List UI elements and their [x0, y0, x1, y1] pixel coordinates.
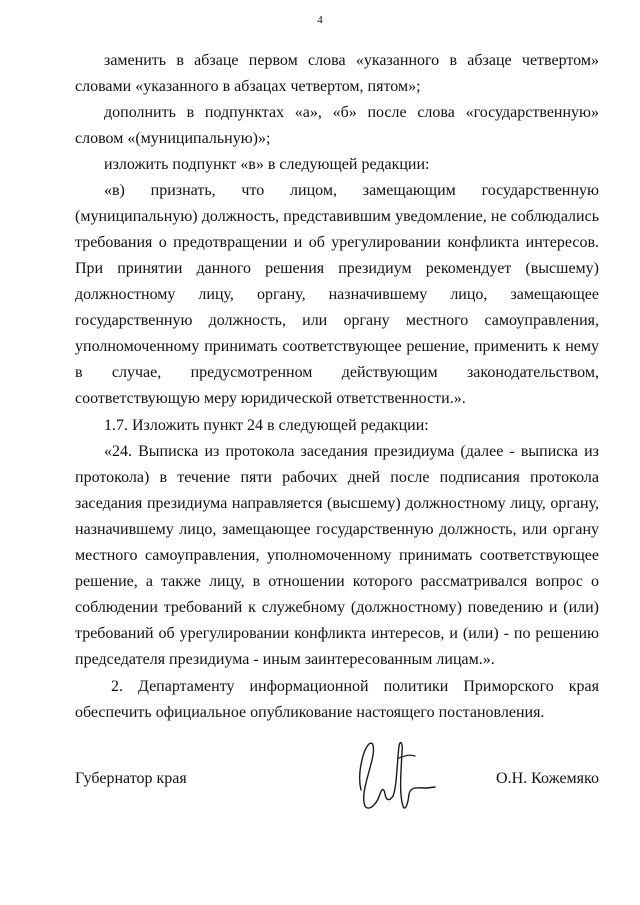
- paragraph-item-2: 2. Департаменту информационной политики Приморского края обеспечить официальное опубликование настоящего постановления.: [75, 678, 599, 721]
- governor-name: О.Н. Кожемяко: [496, 770, 599, 787]
- paragraph-subclause-intro: изложить подпункт «в» в следующей редакции:: [104, 156, 430, 173]
- governor-title: Губернатор края: [75, 770, 187, 787]
- paragraph-item-1-7: 1.7. Изложить пункт 24 в следующей редакции:: [104, 417, 429, 434]
- paragraph-amend-first: заменить в абзаце первом слова «указанного в абзаце четвертом» словами «указанного в абзацах четвертом, пятом»;: [75, 52, 599, 95]
- paragraph-add-municipal: дополнить в подпунктах «а», «б» после слова «государственную» словом «(муниципальную)»;: [75, 104, 599, 147]
- signature-icon: [347, 738, 437, 816]
- paragraph-subclause-v: «в) признать, что лицом, замещающим государственную (муниципальную) должность, представившим уведомление, не соблюдались требования о предотвращении и об урегулировании конфликта интересов. При принятии данного решения президиум рекомендует (высшему) должностному лицу, органу, назначившему лицо, замещающее государственную должность, или органу местного самоуправления, уполномоченному принимать соответствующее решение, применить к нему в случае, предусмотренном действующим законодательством, соответствующую меру юридической ответственности.».: [75, 182, 599, 407]
- page-number: 4: [317, 14, 323, 26]
- paragraph-item-24: «24. Выписка из протокола заседания президиума (далее - выписка из протокола) в течение пяти рабочих дней после подписания протокола заседания президиума направляется (высшему) должностному лицу, органу, назначившему лицо, замещающее государственную должность, или органу местного самоуправления, уполномоченному принимать соответствующее решение, а также лицу, в отношении которого рассматривался вопрос о соблюдении требований к служебному (должностному) поведению и (или) требований об урегулировании конфликта интересов, и (или) - по решению председателя президиума - иным заинтересованным лицам.».: [75, 443, 599, 668]
- signature-block: [75, 768, 599, 828]
- document-body: [75, 48, 599, 726]
